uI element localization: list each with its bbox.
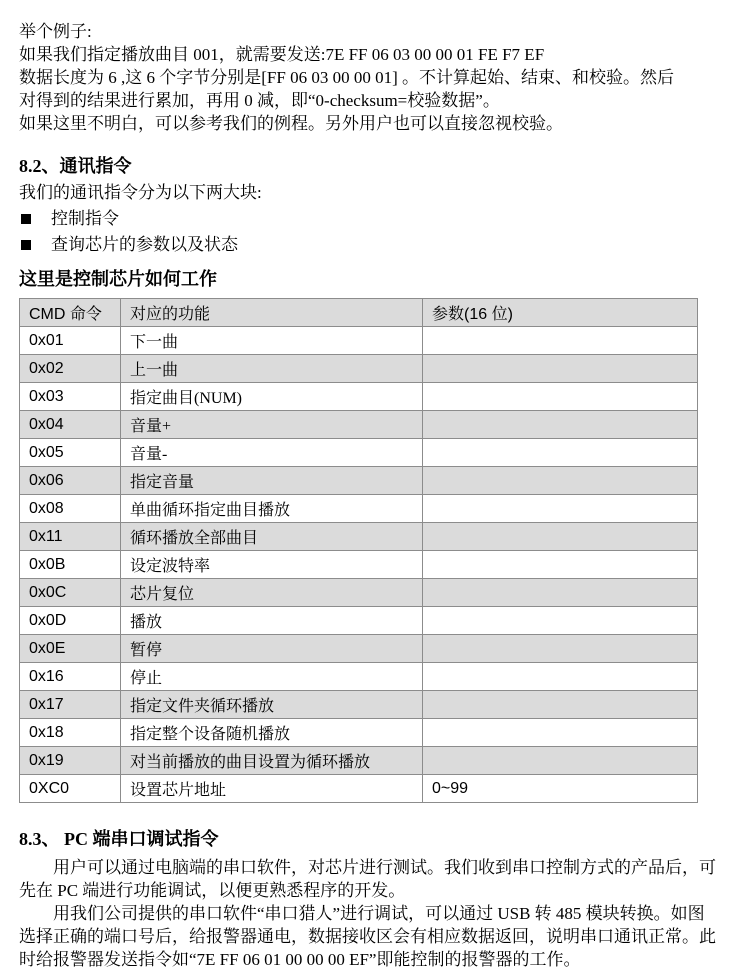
header-function: 对应的功能 bbox=[121, 299, 423, 327]
list-item-label: 控制指令 bbox=[51, 209, 119, 228]
cmd-cell: 0x17 bbox=[20, 691, 121, 719]
cmd-cell: 0x0B bbox=[20, 551, 121, 579]
paragraph-line: 用户可以通过电脑端的串口软件，对芯片进行测试。我们收到串口控制方式的产品后，可 bbox=[53, 858, 716, 877]
cmd-cell: 0XC0 bbox=[20, 775, 121, 803]
cmd-cell: 0x01 bbox=[20, 327, 121, 355]
table-row bbox=[20, 383, 698, 411]
function-cell: 指定曲目(NUM) bbox=[121, 383, 423, 411]
param-cell bbox=[423, 495, 698, 523]
function-cell: 芯片复位 bbox=[121, 579, 423, 607]
cmd-cell: 0x18 bbox=[20, 719, 121, 747]
function-cell: 指定文件夹循环播放 bbox=[121, 691, 423, 719]
paragraph-line: 对得到的结果进行累加，再用 0 减，即“0-checksum=校验数据”。 bbox=[19, 91, 500, 110]
function-cell: 音量- bbox=[121, 439, 423, 467]
cmd-cell: 0x0E bbox=[20, 635, 121, 663]
section-8-3-title: 8.3、 PC 端串口调试指令 bbox=[19, 829, 219, 849]
paragraph-line: 选择正确的端口号后，给报警器通电，数据接收区会有相应数据返回，说明串口通讯正常。此 bbox=[19, 927, 716, 946]
square-bullet-icon bbox=[21, 214, 31, 224]
list-item-label: 查询芯片的参数以及状态 bbox=[51, 235, 238, 254]
function-cell: 指定整个设备随机播放 bbox=[121, 719, 423, 747]
function-cell: 音量+ bbox=[121, 411, 423, 439]
cmd-cell: 0x05 bbox=[20, 439, 121, 467]
paragraph-line: 时给报警器发送指令如“7E FF 06 01 00 00 00 EF”即能控制的报警器的工作。 bbox=[19, 950, 581, 969]
list-item bbox=[19, 206, 723, 232]
param-cell bbox=[423, 327, 698, 355]
function-cell: 上一曲 bbox=[121, 355, 423, 383]
table-row bbox=[20, 691, 698, 719]
function-cell: 单曲循环指定曲目播放 bbox=[121, 495, 423, 523]
section-8-2-title: 8.2、通讯指令 bbox=[19, 156, 132, 176]
param-cell bbox=[423, 607, 698, 635]
table-row bbox=[20, 467, 698, 495]
param-cell bbox=[423, 383, 698, 411]
command-type-list bbox=[19, 206, 723, 258]
command-table-title: 这里是控制芯片如何工作 bbox=[19, 269, 217, 289]
table-row bbox=[20, 411, 698, 439]
param-cell bbox=[423, 719, 698, 747]
cmd-cell: 0x02 bbox=[20, 355, 121, 383]
example-paragraph bbox=[19, 20, 723, 135]
paragraph-line: 用我们公司提供的串口软件“串口猎人”进行调试，可以通过 USB 转 485 模块转换。如图 bbox=[53, 904, 705, 923]
table-header-row bbox=[20, 299, 698, 327]
table-row bbox=[20, 439, 698, 467]
function-cell: 播放 bbox=[121, 607, 423, 635]
param-cell bbox=[423, 579, 698, 607]
paragraph-line: 数据长度为 6 ,这 6 个字节分别是[FF 06 03 00 00 01] 。不计算起始、结束、和校验。然后 bbox=[19, 68, 674, 87]
header-param: 参数(16 位) bbox=[423, 299, 698, 327]
param-cell bbox=[423, 691, 698, 719]
table-row bbox=[20, 775, 698, 803]
cmd-cell: 0x0C bbox=[20, 579, 121, 607]
header-cmd: CMD 命令 bbox=[20, 299, 121, 327]
cmd-cell: 0x08 bbox=[20, 495, 121, 523]
table-row bbox=[20, 579, 698, 607]
param-cell bbox=[423, 355, 698, 383]
param-cell bbox=[423, 551, 698, 579]
table-row bbox=[20, 747, 698, 775]
cmd-cell: 0x03 bbox=[20, 383, 121, 411]
function-cell: 对当前播放的曲目设置为循环播放 bbox=[121, 747, 423, 775]
paragraph-line: 如果我们指定播放曲目 001，就需要发送:7E FF 06 03 00 00 01 FE F7 EF bbox=[19, 45, 545, 64]
function-cell: 指定音量 bbox=[121, 467, 423, 495]
table-row bbox=[20, 551, 698, 579]
section-8-3-body bbox=[19, 856, 723, 971]
command-table bbox=[19, 298, 698, 803]
function-cell: 设置芯片地址 bbox=[121, 775, 423, 803]
function-cell: 循环播放全部曲目 bbox=[121, 523, 423, 551]
function-cell: 下一曲 bbox=[121, 327, 423, 355]
cmd-cell: 0x19 bbox=[20, 747, 121, 775]
param-cell: 0~99 bbox=[423, 775, 698, 803]
function-cell: 暂停 bbox=[121, 635, 423, 663]
function-cell: 停止 bbox=[121, 663, 423, 691]
table-row bbox=[20, 523, 698, 551]
paragraph-line: 如果这里不明白，可以参考我们的例程。另外用户也可以直接忽视校验。 bbox=[19, 114, 563, 133]
cmd-cell: 0x04 bbox=[20, 411, 121, 439]
param-cell bbox=[423, 747, 698, 775]
param-cell bbox=[423, 635, 698, 663]
paragraph-line: 举个例子: bbox=[19, 22, 92, 41]
section-8-2-intro: 我们的通讯指令分为以下两大块: bbox=[19, 183, 262, 202]
param-cell bbox=[423, 467, 698, 495]
cmd-cell: 0x06 bbox=[20, 467, 121, 495]
table-row bbox=[20, 495, 698, 523]
table-row bbox=[20, 719, 698, 747]
cmd-cell: 0x0D bbox=[20, 607, 121, 635]
square-bullet-icon bbox=[21, 240, 31, 250]
param-cell bbox=[423, 411, 698, 439]
table-row bbox=[20, 327, 698, 355]
param-cell bbox=[423, 523, 698, 551]
cmd-cell: 0x16 bbox=[20, 663, 121, 691]
cmd-cell: 0x11 bbox=[20, 523, 121, 551]
function-cell: 设定波特率 bbox=[121, 551, 423, 579]
param-cell bbox=[423, 663, 698, 691]
param-cell bbox=[423, 439, 698, 467]
table-row bbox=[20, 635, 698, 663]
table-row bbox=[20, 355, 698, 383]
table-row bbox=[20, 607, 698, 635]
list-item bbox=[19, 232, 723, 258]
paragraph-line: 先在 PC 端进行功能调试，以便更熟悉程序的开发。 bbox=[19, 881, 406, 900]
table-row bbox=[20, 663, 698, 691]
